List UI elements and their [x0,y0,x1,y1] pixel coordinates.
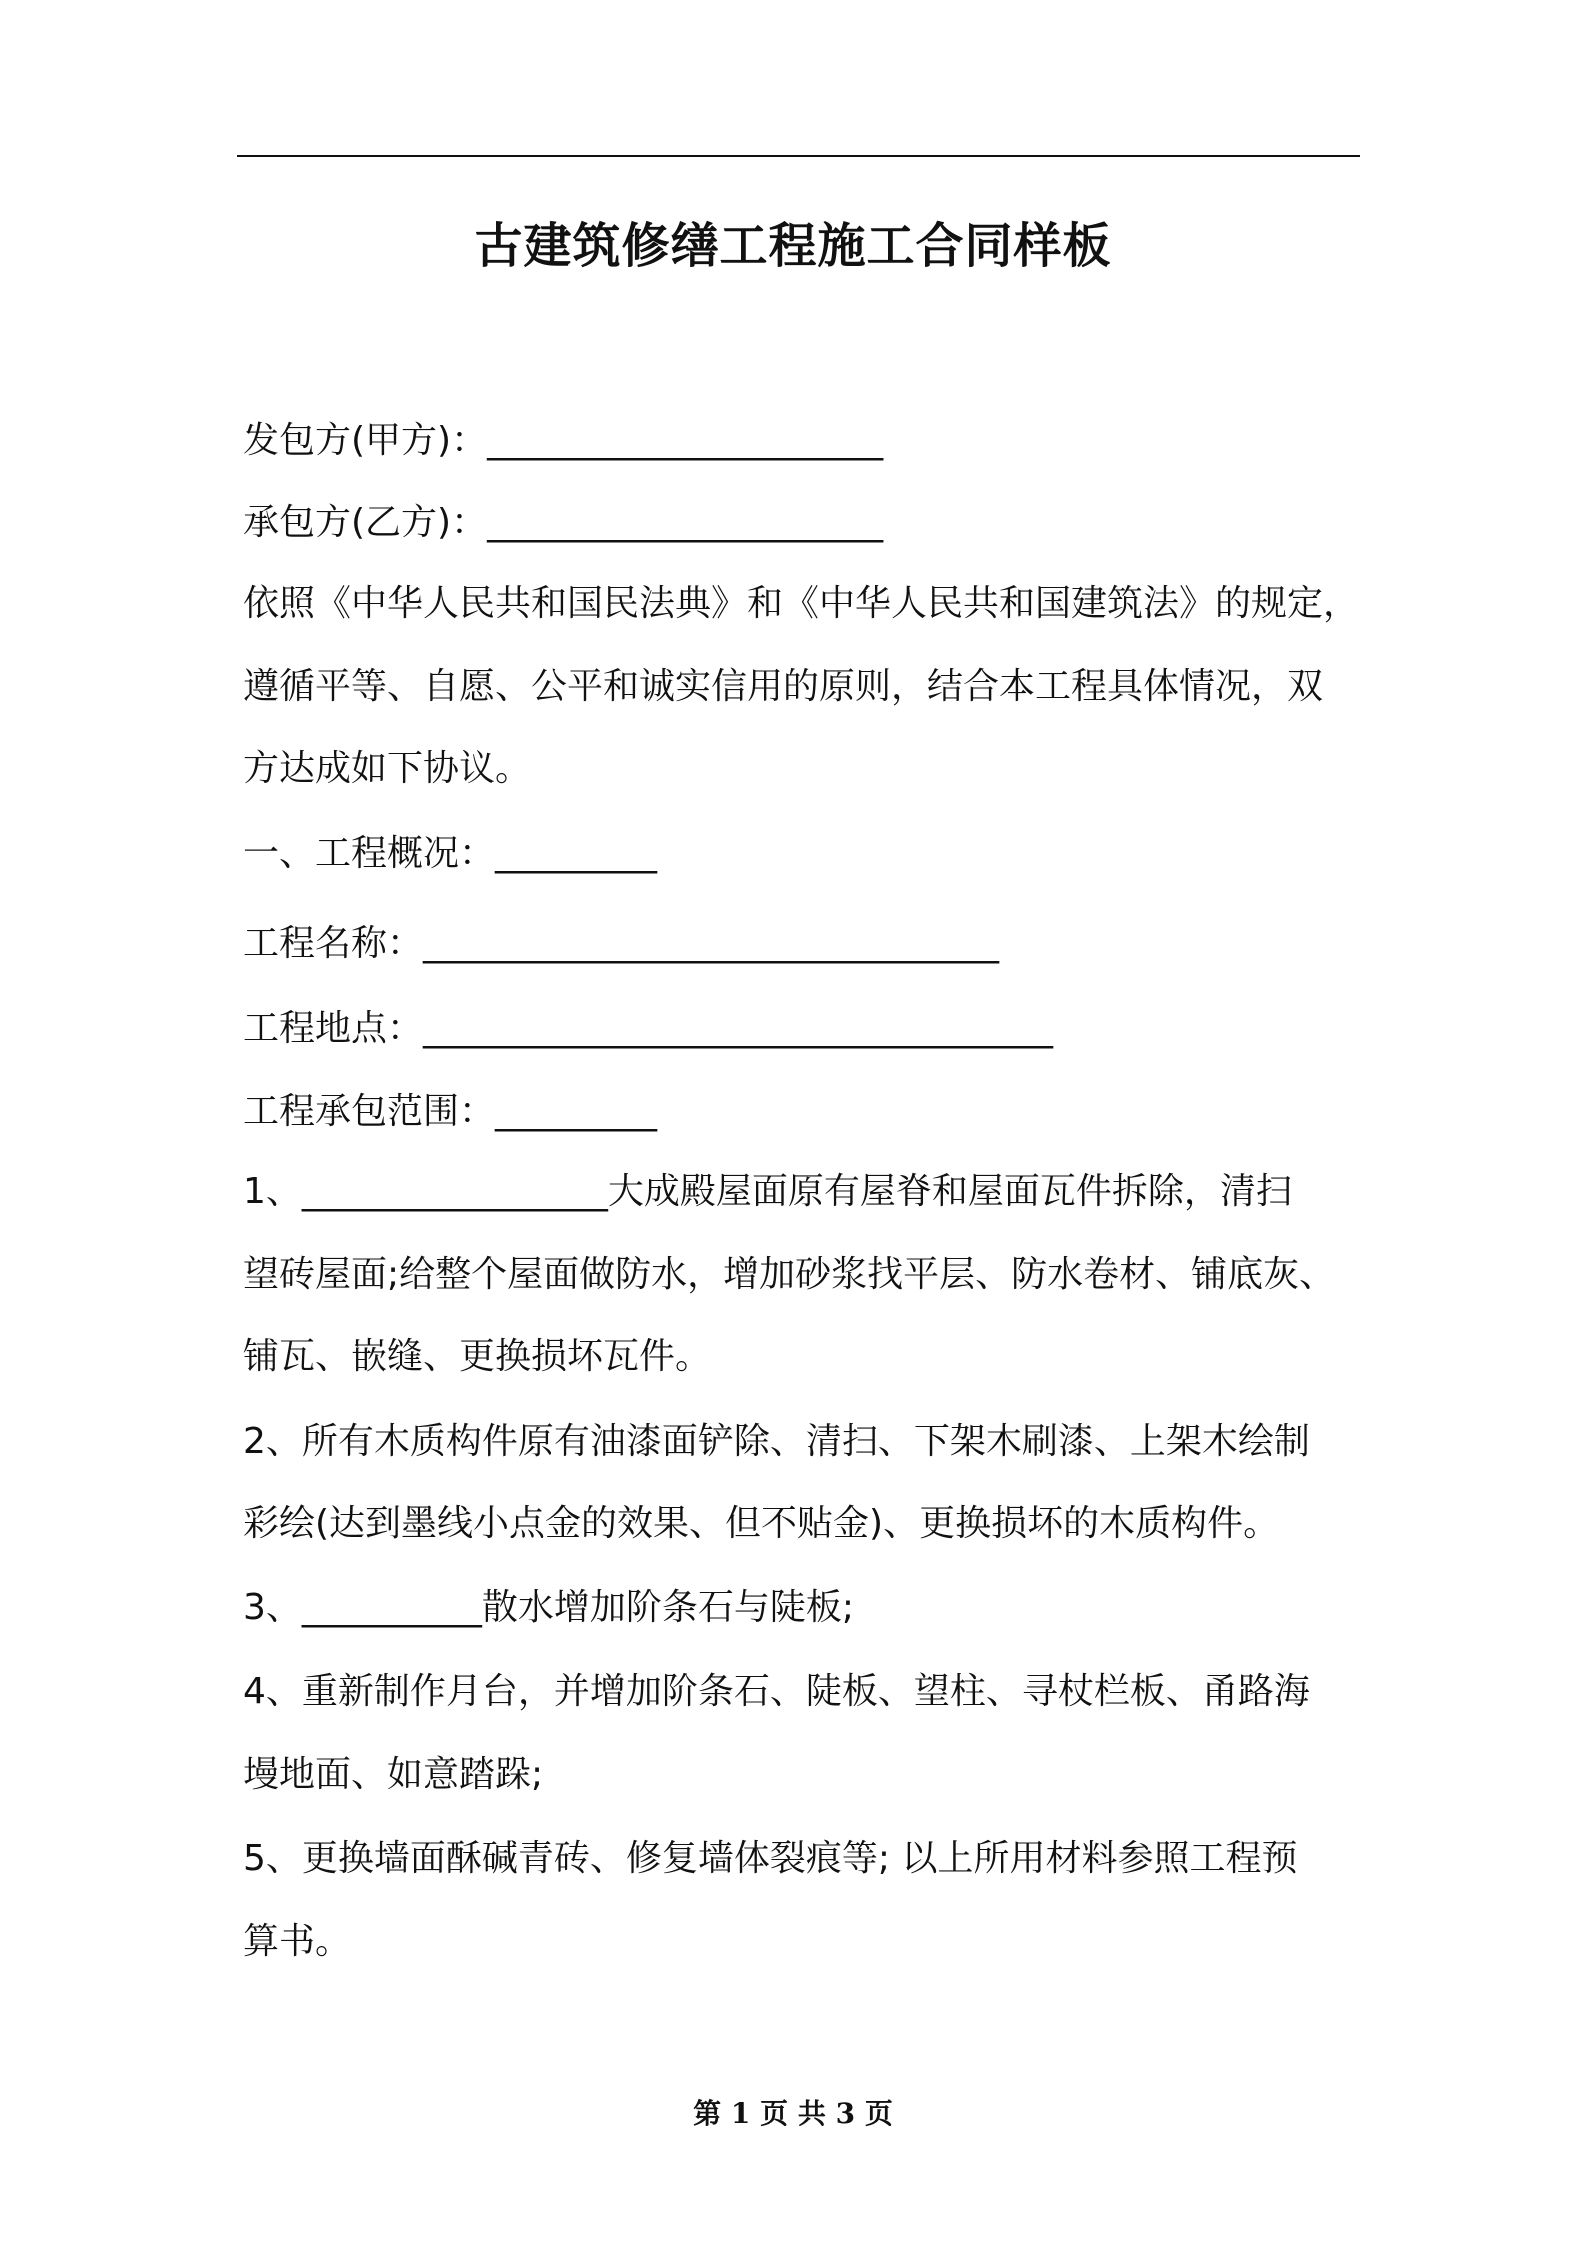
project-name-line: 工程名称：________________________________ [243,923,1000,964]
list-item-3: 3、__________散水增加阶条石与陡板; [243,1587,855,1628]
document-title: 古建筑修缮工程施工合同样板 [474,218,1112,274]
paragraph-line: 方达成如下协议。 [243,748,532,789]
list-item-4: 4、重新制作月台，并增加阶条石、陡板、望柱、寻杖栏板、甬路海 [243,1671,1310,1712]
page-number-footer: 第 1 页 共 3 页 [693,2097,893,2130]
header-rule [237,155,1360,157]
list-item-1: 1、_________________大成殿屋面原有屋脊和屋面瓦件拆除，清扫 [243,1171,1292,1212]
list-item-4-cont: 墁地面、如意踏跺; [243,1754,544,1795]
party-b-line: 承包方(乙方)：______________________ [243,502,884,543]
paragraph-line: 遵循平等、自愿、公平和诚实信用的原则，结合本工程具体情况，双 [243,666,1324,707]
list-item-2-cont: 彩绘(达到墨线小点金的效果、但不贴金)、更换损坏的木质构件。 [243,1503,1280,1544]
project-location-line: 工程地点：___________________________________ [243,1008,1054,1049]
list-item-5: 5、更换墙面酥碱青砖、修复墙体裂痕等; 以上所用材料参照工程预 [243,1838,1298,1879]
list-item-2: 2、所有木质构件原有油漆面铲除、清扫、下架木刷漆、上架木绘制 [243,1421,1310,1462]
party-a-line: 发包方(甲方)：______________________ [243,420,884,461]
project-scope-line: 工程承包范围：_________ [243,1091,658,1132]
paragraph-line: 依照《中华人民共和国民法典》和《中华人民共和国建筑法》的规定， [243,583,1360,624]
list-item-1-cont: 望砖屋面;给整个屋面做防水，增加砂浆找平层、防水卷材、铺底灰、 [243,1254,1336,1295]
list-item-5-cont: 算书。 [243,1921,352,1962]
section-heading: 一、工程概况：_________ [243,833,658,874]
list-item-1-cont: 铺瓦、嵌缝、更换损坏瓦件。 [243,1336,712,1377]
